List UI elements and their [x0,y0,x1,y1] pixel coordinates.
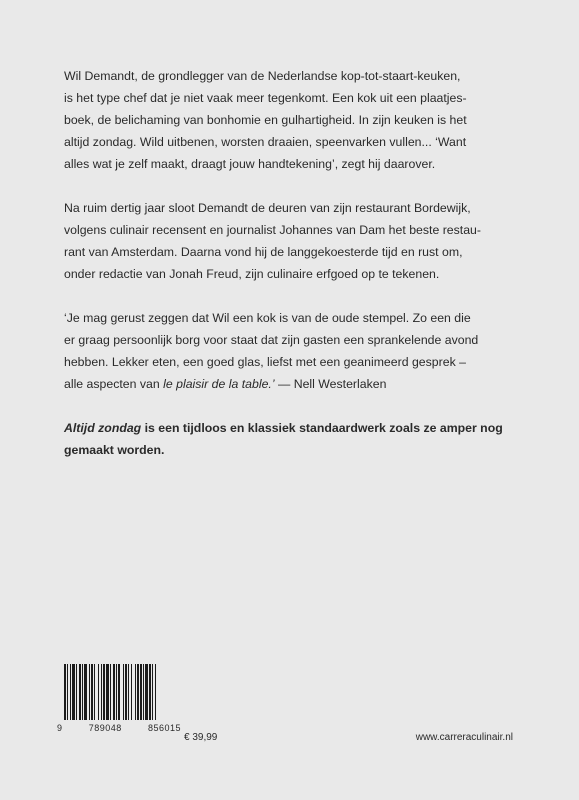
closing-line-rest: is een tijdloos en klassiek standaardwerk zoals ze amper nog [141,421,503,435]
text-line: er graag persoonlijk borg voor staat dat zijn gasten een sprankelende avond [64,333,479,347]
text-line: altijd zondag. Wild uitbenen, worsten draaien, speenvarken vullen... ‘Want [64,135,467,149]
price: € 39,99 [184,732,218,743]
barcode [64,664,178,720]
text-line: gemaakt worden. [64,443,165,457]
text-line [64,417,516,439]
text-line: Wil Demandt, de grondlegger van de Nederlandse kop-tot-staart-keuken, [64,69,461,83]
text-line: ‘Je mag gerust zeggen dat Wil een kok is van de oude stempel. Zo een die [64,311,471,325]
quote-attribution: — Nell Westerlaken [274,377,387,391]
isbn-number [57,723,181,733]
text-line: onder redactie van Jonah Freud, zijn culinaire erfgoed op te tekenen. [64,267,440,281]
restaurant-paragraph [64,197,516,285]
text-line: hebben. Lekker eten, een goed glas, liefst met een geanimeerd gesprek – [64,355,466,369]
intro-paragraph [64,65,516,175]
isbn-group-2: 856015 [147,723,181,733]
book-title: Altijd zondag [64,421,142,435]
text-line: is het type chef dat je niet vaak meer tegenkomt. Een kok uit een plaatjes- [64,91,467,105]
quote-line-start: alle aspecten van [64,377,164,391]
isbn-group-1: 789048 [88,723,122,733]
text-line: alles wat je zelf maakt, draagt jouw handtekening’, zegt hij daarover. [64,157,436,171]
closing-paragraph [64,417,516,461]
quote-italic-phrase: le plaisir de la table.’ [163,377,275,391]
isbn-prefix: 9 [57,723,63,733]
website-url: www.carreraculinair.nl [415,732,513,743]
quote-paragraph [64,307,516,395]
text-line: boek, de belichaming van bonhomie en gulhartigheid. In zijn keuken is het [64,113,467,127]
barcode-bar [156,664,157,720]
text-line: volgens culinair recensent en journalist Johannes van Dam het beste restau- [64,223,481,237]
text-line [64,373,516,395]
text-line: Na ruim dertig jaar sloot Demandt de deuren van zijn restaurant Bordewijk, [64,201,471,215]
text-line: rant van Amsterdam. Daarna vond hij de langgekoesterde tijd en rust om, [64,245,463,259]
